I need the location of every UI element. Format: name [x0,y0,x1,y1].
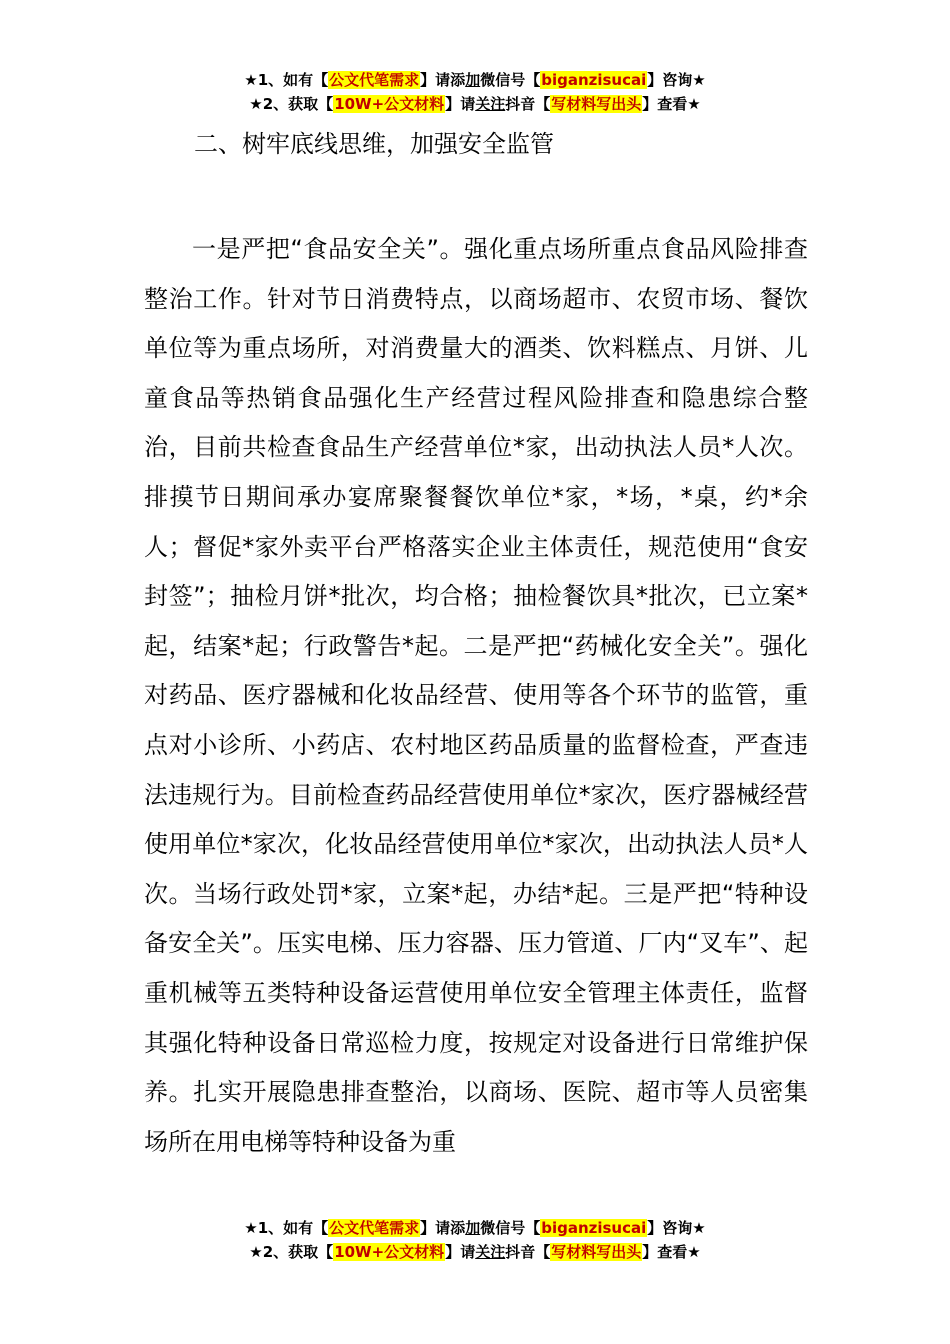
highlight-service: 公文代笔需求 [329,1219,420,1237]
body-paragraph: 一是严把“食品安全关”。强化重点场所重点食品风险排查整治工作。针对节日消费特点，以商场超市、农贸市场、餐饮单位等为重点场所，对消费量大的酒类、饮料糕点、月饼、儿童食品等热销食品强化生产经营过程风险排查和隐患综合整治，目前共检查食品生产经营单位*家，出动执法人员*人次。排摸节日期间承办宴席聚餐餐饮单位*家，*场，*桌，约*余人；督促*家外卖平台严格落实企业主体责任，规范使用“食安封签”；抽检月饼*批次，均合格；抽检餐饮具*批次，已立案*起，结案*起；行政警告*起。二是严把“药械化安全关”。强化对药品、医疗器械和化妆品经营、使用等各个环节的监管，重点对小诊所、小药店、农村地区药品质量的监督检查，严查违法违规行为。目前检查药品经营使用单位*家次，医疗器械经营使用单位*家次，化妆品经营使用单位*家次，出动执法人员*人次。当场行政处罚*家，立案*起，办结*起。三是严把“特种设备安全关”。压实电梯、压力容器、压力管道、厂内“叉车”、起重机械等五类特种设备运营使用单位安全管理主体责任，监督其强化特种设备日常巡检力度，按规定对设备进行日常维护保养。扎实开展隐患排查整治，以商场、医院、超市等人员密集场所在用电梯等特种设备为重 [144,235,808,1156]
highlight-materials: 10W+公文材料 [334,1243,445,1261]
section-heading: 二、树牢底线思维，加强安全监管 [194,130,554,158]
banner-line-2: ★2、获取【10W+公文材料】请关注抖音【写材料写出头】查看★ [249,95,701,113]
highlight-materials: 10W+公文材料 [334,95,445,113]
highlight-service: 公文代笔需求 [329,71,420,89]
header-banner [0,68,950,116]
highlight-wechat-id: biganzisucai [541,71,647,89]
highlight-wechat-id: biganzisucai [541,1219,647,1237]
banner-line-1: ★1、如有【公文代笔需求】请添加微信号【biganzisucai】咨询★ [244,71,706,89]
highlight-douyin: 写材料写出头 [551,1243,642,1261]
footer-banner [0,1216,950,1264]
banner-line-2: ★2、获取【10W+公文材料】请关注抖音【写材料写出头】查看★ [249,1243,701,1261]
highlight-douyin: 写材料写出头 [551,95,642,113]
banner-line-1: ★1、如有【公文代笔需求】请添加微信号【biganzisucai】咨询★ [244,1219,706,1237]
